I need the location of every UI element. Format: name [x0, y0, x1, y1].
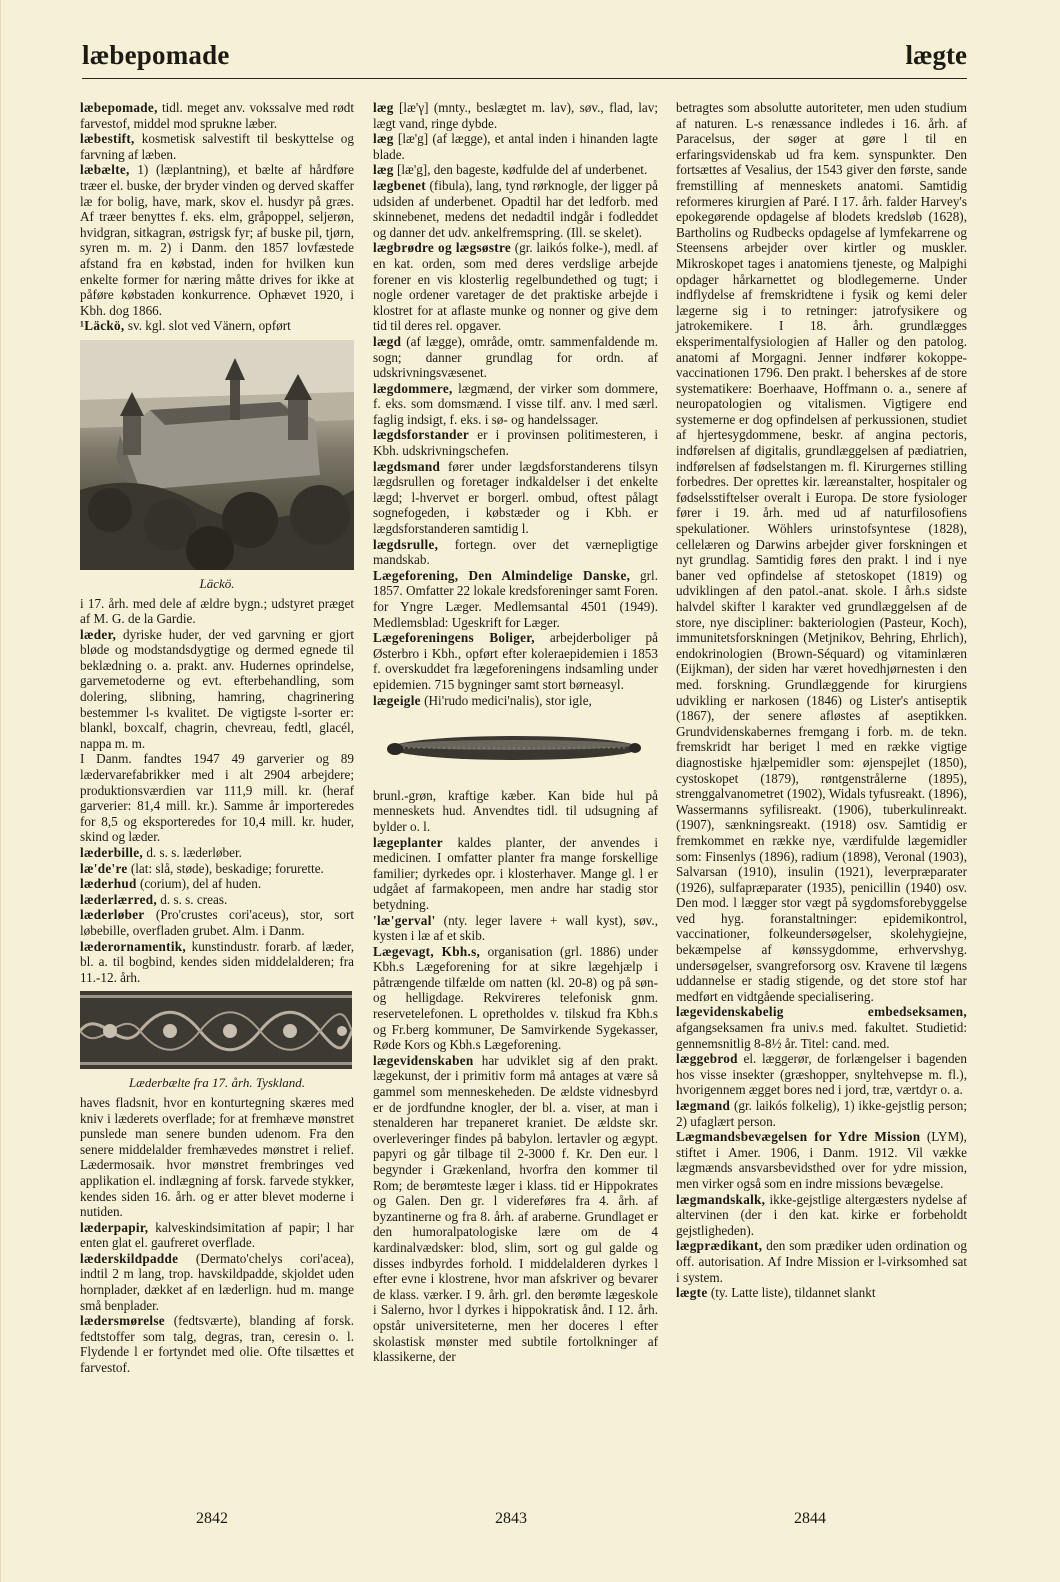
- header-right-guideword: lægte: [905, 40, 967, 70]
- dictionary-entry: [373, 334, 658, 381]
- page-number-right: 2844: [794, 1510, 826, 1527]
- dictionary-entry: [80, 162, 354, 318]
- dictionary-entry: [80, 318, 354, 334]
- entry-definition: i 17. årh. med dele af ældre bygn.; udstyret præget af M. G. de la Gardie.: [80, 595, 354, 627]
- entry-definition: [læ'g], den bageste, kødfulde del af underbenet.: [393, 162, 648, 178]
- entry-definition: (corium), del af huden.: [136, 876, 262, 892]
- column-1: [80, 100, 354, 1376]
- entry-headword: lægdsforstander: [373, 427, 470, 443]
- dictionary-entry: [373, 100, 658, 131]
- entry-headword: læ'de're: [80, 860, 128, 876]
- dictionary-entry: [676, 100, 967, 1004]
- entry-headword: lægdsmand: [373, 458, 441, 474]
- dictionary-entry: [373, 131, 658, 162]
- entry-definition: sv. kgl. slot ved Vänern, opført: [124, 318, 291, 334]
- entry-definition: (Hi'rudo medici'nalis), stor igle,: [420, 692, 592, 708]
- entry-headword: lægeigle: [373, 692, 421, 708]
- dictionary-entry: [373, 630, 658, 692]
- entry-definition: (gr. laikós folke-), medl. af en kat. orden, som med deres verdslige arbejde forener en vis klosterlig regelbundethed og tugt; i nogle ordener varetager de det praktiske arbejde i klostret for at aflaste munke og nonner og give dem tid til deres rel. opgaver.: [373, 240, 658, 334]
- entry-headword: læbælte,: [80, 162, 130, 178]
- page-number-middle: 2843: [495, 1510, 527, 1527]
- dictionary-entry: [373, 913, 658, 944]
- entry-headword: lægprædikant,: [676, 1238, 763, 1254]
- entry-definition: I Danm. fandtes 1947 49 garverier og 89 lædervarefabrikker med i alt 2904 arbejdere; produktionsværdien var 111,9 mill. kr. (heraf garverier: 81,4 mill. kr.). Samme år importeredes for 8,5 og eksporteredes for 10,4 mill. kr. huder, skind og læder.: [80, 751, 354, 845]
- entry-definition: den som prædiker uden ordination og off. autorisation. Af Indre Mission er l-virksomhed sat i system.: [676, 1238, 967, 1285]
- entry-definition: d. s. s. læderløber.: [143, 845, 242, 860]
- entry-definition: [læ'g] (af lægge), et antal inden i hinanden lagte blade.: [373, 131, 658, 162]
- entry-headword: læbepomade,: [80, 100, 158, 115]
- entry-headword: lægbenet: [373, 177, 426, 193]
- entry-definition: organisation (grl. 1886) under Kbh.s Lægeforening for at sikre lægehjælp i påtrængende tilfælde om natten (kl. 20-8) og på søn- og helligdage. Rekvireres telefonisk gnm. reservetelefonen. L opretholdes v. tilskud fra Kbh.s og Fr.berg kommuner, De Samvirkende Sygekasser, Røde Kors og Kbh.s Lægeforening.: [373, 943, 658, 1053]
- entry-headword: læderskildpadde: [80, 1250, 179, 1266]
- dictionary-entry: [676, 1098, 967, 1129]
- entry-definition: er i provinsen politimesteren, i Kbh. udskrivningschefen.: [373, 427, 658, 459]
- entry-definition: (gr. laikós folkelig), 1) ikke-gejstlig person; 2) ufaglært person.: [676, 1098, 967, 1129]
- entry-headword: Lægeforening, Den Almindelige Danske,: [373, 567, 631, 583]
- entry-definition: (lat: slå, støde), beskadige; forurette.: [127, 860, 324, 876]
- entry-definition: fører under lægdsforstanderens tilsyn lægdsrullen og foretager indkaldelser i det enkelte lægd; l-hvervet er borgerl. ombud, oftest pålagt sognefogeden, i købstæder og i Kbh. er lægdsforstanderen samtidig l.: [373, 458, 658, 537]
- entry-headword: lægd: [373, 333, 402, 349]
- entry-definition: kunstindustr. forarb. af læder, bl. a. til bogbind, kendes siden middelalderen; fra 11.-12. årh.: [80, 938, 354, 985]
- entry-headword: læderlærred,: [80, 891, 157, 907]
- entry-headword: læg: [373, 131, 394, 147]
- entry-definition: kosmetisk salvestift til beskyttelse og farvning af læben.: [80, 131, 354, 162]
- leather-belt-caption: Læderbælte fra 17. årh. Tyskland.: [128, 1075, 306, 1091]
- dictionary-entry: [80, 100, 354, 131]
- dictionary-entry: [80, 892, 354, 908]
- header-left-guideword: læbepomade: [82, 40, 230, 70]
- dictionary-entry: [80, 845, 354, 861]
- dictionary-entry: [676, 1004, 967, 1051]
- leech-illustration: [373, 718, 658, 778]
- entry-definition: brunl.-grøn, kraftige kæber. Kan bide hul på menneskets hud. Anvendtes tidl. til udsugning af bylder o. l.: [373, 787, 658, 834]
- dictionary-entry: [80, 1095, 354, 1220]
- page-header: [82, 38, 967, 79]
- column-1-entries-top: [80, 100, 354, 334]
- entry-headword: læderornamentik,: [80, 938, 187, 954]
- entry-definition: har udviklet sig af den prakt. lægekunst, der i primitiv form må antages at være så gammel som menneskeheden. De ældste vidnesbyrd er de jordfundne knogler, der bl. a. viser, at man i stenalderen har trepaneret kraniet. De ældste skr. overleveringer findes på babylon. lertavler og ægypt. papyri og går tilbage til 2-3000 f. Kr. Den eur. l begynder i Grækenland, hvorfra den kommer til Rom; de berømteste læger i klass. tid er Hippokrates og Galen. Den gr. l videreføres fra 4. årh. af byzantinerne og fra 8. årh. af araberne. Grundlaget er den humoralpatologiske lære om de 4 kardinalvædsker: blod, slim, sort og gul galde og disses indbyrdes forhold. I middelalderen dyrkes l efter evne i klostrene, hvor man afskriver og bevarer de klass. værker. I 9. årh. grl. den berømte lægeskole i Salerno, hvor l dyrkes i hippokratisk ånd. I 12. årh. opstår universiteterne, men her doceres l efter skolastisk mønster med subtile fortolkninger af klassikerne, der: [373, 1052, 658, 1365]
- dictionary-entry: [373, 459, 658, 537]
- entry-definition: dyriske huder, der ved garvning er gjort bløde og modstandsdygtige og dermed egnede til beklædning o. a. prakt. anv. Hudernes oprindelse, garvemetoderne og evt. efterbehandling, som dolering, slibning, hamring, chagrinering bestemmer l-s kvalitet. De vigtigste l-sorter er: blankl, boxcalf, chagrin, chevreau, fedtl, glacél, nappa m. m.: [80, 626, 354, 751]
- entry-headword: lægmand: [676, 1098, 731, 1113]
- column-1-entries-middle: [80, 596, 354, 986]
- column-2: [373, 100, 658, 1365]
- entry-headword: lægdommere,: [373, 380, 453, 396]
- entry-headword: læggebrod: [676, 1051, 738, 1067]
- entry-definition: ikke-gejstlige altergæsters nydelse af altervinen (der i den kat. kirke er forbeholdt gejstligheden).: [676, 1191, 967, 1238]
- entry-definition: el. læggerør, de forlængelser i bagenden hos visse insekter (græshopper, snyltehvepse m. fl.), hvorigennem ægget bores ned i jord, træ, værtdyr o. a.: [676, 1051, 967, 1098]
- entry-definition: (af lægge), område, omtr. sammenfaldende m. sogn; danner grundlag for ordn. af udskrivningsvæsenet.: [373, 333, 658, 381]
- entry-headword: Lægeforeningens Boliger,: [373, 630, 535, 646]
- dictionary-entry: [373, 427, 658, 458]
- column-2-entries-bottom: [373, 788, 658, 1365]
- entry-definition: afgangseksamen fra univ.s med. fakultet. Studietid: gennemsnitlig 8-8½ år. Titel: cand. med.: [676, 1020, 967, 1051]
- entry-headword: lægbrødre og lægsøstre: [373, 240, 512, 256]
- entry-headword: læbestift,: [80, 131, 135, 147]
- figure-lacko: [80, 340, 354, 592]
- dictionary-entry: [373, 944, 658, 1053]
- entry-definition: haves fladsnit, hvor en konturtegning skæres med kniv i læderets overflade; for at fremhæve mønstret punslede man senere bunden udenom. Fra den senere middelalder fremhævedes mønstret i relief. Lædermosaik. hvor mønstret frembringes ved applikation el. indlægning af forsk. farvede stykker, kendes siden 16. årh. og er atter blevet moderne i nutiden.: [80, 1094, 354, 1220]
- entry-definition: (fibula), lang, tynd rørknogle, der ligger på udsiden af underbenet. Opadtil har det ledforb. med skinnebenet, medens det nedadtil indgår i fodleddet og danner det udv. ankelfremspring. (Ill. se skelet).: [373, 177, 658, 240]
- dictionary-entry: [80, 596, 354, 627]
- dictionary-entry: [80, 751, 354, 845]
- dictionary-entry: [373, 178, 658, 240]
- dictionary-entry: [373, 568, 658, 630]
- dictionary-entry: [80, 1220, 354, 1251]
- column-2-entries-top: [373, 100, 658, 708]
- entry-headword: lægte: [676, 1285, 708, 1301]
- entry-headword: ¹Läckö,: [80, 318, 125, 334]
- dictionary-entry: [373, 162, 658, 178]
- column-3: [676, 100, 967, 1301]
- entry-headword: 'læ'gerval': [373, 912, 436, 928]
- dictionary-entry: [80, 627, 354, 752]
- entry-headword: læder,: [80, 626, 117, 642]
- entry-headword: lægevidenskaben: [373, 1052, 474, 1068]
- dictionary-entry: [373, 240, 658, 334]
- dictionary-entry: [676, 1238, 967, 1285]
- entry-definition: [læ'γ] (mnty., beslægtet m. lav), søv., flad, lav; lægt vand, ringe dybde.: [373, 100, 658, 131]
- dictionary-entry: [373, 381, 658, 428]
- leather-belt-image: [80, 991, 352, 1069]
- column-3-entries: [676, 100, 967, 1301]
- dictionary-entry: [676, 1051, 967, 1098]
- entry-headword: læderløber: [80, 907, 145, 923]
- entry-definition: (nty. leger lavere + wall kyst), søv., kysten i læ af et skib.: [373, 912, 658, 944]
- dictionary-entry: [80, 1251, 354, 1313]
- dictionary-entry: [80, 131, 354, 162]
- entry-headword: lædersmørelse: [80, 1313, 165, 1329]
- entry-headword: lægeplanter: [373, 834, 443, 850]
- lacko-caption: Läckö.: [199, 575, 235, 591]
- entry-headword: lægmandskalk,: [676, 1191, 766, 1207]
- entry-headword: lægdsrulle,: [373, 536, 439, 552]
- entry-definition: kaldes planter, der anvendes i medicinen. I omfatter planter fra mange forskellige familier; dyrkedes opr. i klosterhaver. Mange gl. l er udgået af farmakopeen, men andre har stadig stor betydning.: [373, 834, 658, 912]
- figure-leather-belt: [80, 991, 354, 1091]
- entry-headword: Lægevagt, Kbh.s,: [373, 943, 481, 959]
- entry-definition: tidl. meget anv. vokssalve med rødt farvestof, middel mod sprukne læber.: [80, 100, 354, 131]
- entry-headword: lægevidenskabelig embedseksamen,: [676, 1004, 967, 1020]
- entry-definition: kalveskindsimitation af papir; l har enten glat el. gaufreret overflade.: [80, 1219, 354, 1251]
- entry-definition: d. s. s. creas.: [156, 891, 228, 907]
- dictionary-entry: [373, 1053, 658, 1365]
- entry-definition: grl. 1857. Omfatter 22 lokale kredsforeninger samt Foren. for Yngre Læger. Medlemsantal 4501 (1949). Medlemsblad: Ugeskrift for Læger.: [373, 567, 658, 630]
- entry-definition: (ty. Latte liste), tildannet slankt: [707, 1285, 876, 1301]
- dictionary-entry: [373, 693, 658, 709]
- entry-definition: (Dermato'chelys cori'acea), indtil 2 m lang, trop. havskildpadde, skjoldet uden hornplader, dækket af en læderlign. hud m. mange små benplader.: [80, 1250, 354, 1313]
- dictionary-entry: [676, 1285, 967, 1301]
- entry-definition: fortegn. over det værnepligtige mandskab.: [373, 536, 658, 568]
- entry-definition: (Pro'crustes cori'aceus), stor, sort løbebille, overfladen grubet. Alm. i Danm.: [80, 907, 354, 938]
- dictionary-entry: [373, 835, 658, 913]
- entry-definition: 1) (læplantning), et bælte af hårdføre træer el. buske, der bryder vinden og derved skaffer læ for bolig, have, mark, skov el. husdyr på græs. Af træer benyttes f. eks. elm, gråpoppel, seljerøn, hvidgran, sitkagran, østrigsk fyr; af buske pil, tjørn, syren m. m. 2) i Danm. den 1857 lovfæstede afstand fra en købstad, inden for hvilken kun enkelte former for næring måtte drives for ikke at påføre købstaden konkurrence. Ophævet 1920, i Kbh. dog 1866.: [80, 162, 354, 318]
- dictionary-entry: [676, 1129, 967, 1191]
- entry-headword: læg: [373, 100, 394, 115]
- page-number-left: 2842: [196, 1510, 228, 1527]
- entry-definition: (LYM), stiftet i Amer. 1906, i Danm. 1912. Vil vække lægmænds ansvarsbevidsthed over for ydre mission, men virker også som en indre missions bevægelse.: [676, 1129, 967, 1191]
- dictionary-entry: [80, 876, 354, 892]
- dictionary-entry: [80, 907, 354, 938]
- dictionary-entry: [80, 861, 354, 877]
- column-1-entries-bottom: [80, 1095, 354, 1376]
- entry-headword: læg: [373, 162, 394, 178]
- dictionary-entry: [373, 537, 658, 568]
- entry-headword: Lægmandsbevægelsen for Ydre Mission: [676, 1129, 921, 1145]
- entry-definition: betragtes som absolutte autoriteter, men uden studium af naturen. L-s renæssance indledes i 16. årh. af Paracelsus, der søger at gøre l til en erfaringsvidenskab ud fra kem. synspunkter. Den fortsættes af Vesalius, der 1543 giver den første, sande fremstilling af menneskets anatomi. Samtidig reformeres kirurgien af Paré. I 17. årh. falder Harvey's epokegørende opdagelse af blodets kredsløb (1628), Bartholins og Rudbecks opdagelse af lymfekarrene og Steensens arbejder over kirtler og muskler. Mikroskopet tages i anatomiens tjeneste, og Malpighi opdager hårkarnettet og blodlegemerne. Under indflydelse af fremskridtene i fysik og kemi deler lægerne sig i to retninger: jatrofysikere og jatrokemikere. I 18. årh. grundlægges eksperimentalfysiologien af Haller og den patolog. anatomi af Morgagni. Jenner indfører kokoppe-vaccinationen 1796. Den prakt. l beherskes af de store systematikere: Boerhaave, Hoffmann o. a., senere af neuropatologien og vitalismen. Vigtigere end systemerne er dog opfindelsen af perkussionen, studiet af hjertesygdommene, beskr. af angina pectoris, indførelsen af digitalis, grundlæggelsen af pædiatrien, indførelsen af fødselstangen m. fl. Kirurgernes stilling forbedres. Der oprettes kir. læreanstalter, hospitaler og fødselsstiftelser overalt i Europa. De store fysiologer fører i 19. årh. med ud af naturfilosofiens spekulationer. Wöhlers urinstofsyntese (1828), cellelæren og Darwins arbejder giver forskningen et nyt grundlag. Samtidig føres den prakt. l ind i nye baner ved opfindelse af stetoskopet (1819) og udviklingen af den patol.-anat. skole. I årh.s sidste halvdel skifter l karakter ved grundlæggelsen af de store, nye discipliner: bakteriologien (Pasteur, Koch), immunitetsforskningen (Metjnikov, Behring, Ehrlich), endokrinologien (Brown-Séquard) og vitaminlæren (Eijkman), der siden har været hovedhjørnesten i den med. forskning. Grundlæggende for kirurgiens udvikling er narkosen (1846) og Lister's antiseptik (1867), der senere afløstes af aseptikken. Grundvidenskabernes fremgang i forb. m. de tekn. fremskridt har beriget l med en række vigtige diagnostiske hjælpemidler som: øjenspejlet (1850), cystoskopet (1879), røntgenstrålerne (1895), strenggalvanometret (1902), Widals tyfusreakt. (1896), Wassermanns syfilisreakt. (1906), tuberkulinreakt. (1907), sænkningsreakt. (1918) osv. Samtidig er fremkommet en række nye, værdifulde lægemidler som: Finsenlys (1896), radium (1898), Veronal (1903), Salvarsan (1910), insulin (1921), leverpræparater (1926), sulfapræparater (1935), penicillin (1940) osv. Den mod. l lægger stor vægt på sygdomsforebyggelse ved hyg. foranstaltninger: epidemikontrol, vaccinationer, folkeundersøgelser, skolehygiejne, bekæmpelse af kønssygdomme, erhvervshyg. undersøgelser, svangreforsorg osv. Kravene til lægens uddannelse er stadig stigende, og det store stof har medført en vidtgående specialisering.: [676, 100, 967, 1004]
- entry-definition: (fedtsværte), blanding af forsk. fedtstoffer som talg, degras, tran, ceresin o. l. Flydende l er fortyndet med olie. Ofte tilsættes et farvestof.: [80, 1313, 354, 1376]
- entry-headword: læderhud: [80, 876, 137, 892]
- lacko-castle-photo: [80, 340, 354, 570]
- entry-definition: lægmænd, der virker som dommere, f. eks. som domsmænd. I visse tilf. anv. l med særl. faglig indsigt, f. eks. i sø- og handelssager.: [373, 380, 658, 427]
- entry-headword: læderpapir,: [80, 1219, 149, 1235]
- dictionary-entry: [676, 1192, 967, 1239]
- entry-definition: arbejderboliger på Østerbro i Kbh., opført efter koleraepidemien i 1853 f. overskuddet fra lægeforeningens indsamling under epidemien. 715 bygninger samt stort børneasyl.: [373, 630, 658, 692]
- dictionary-entry: [373, 788, 658, 835]
- dictionary-entry: [80, 1313, 354, 1375]
- dictionary-entry: [80, 939, 354, 986]
- entry-headword: læderbille,: [80, 845, 144, 860]
